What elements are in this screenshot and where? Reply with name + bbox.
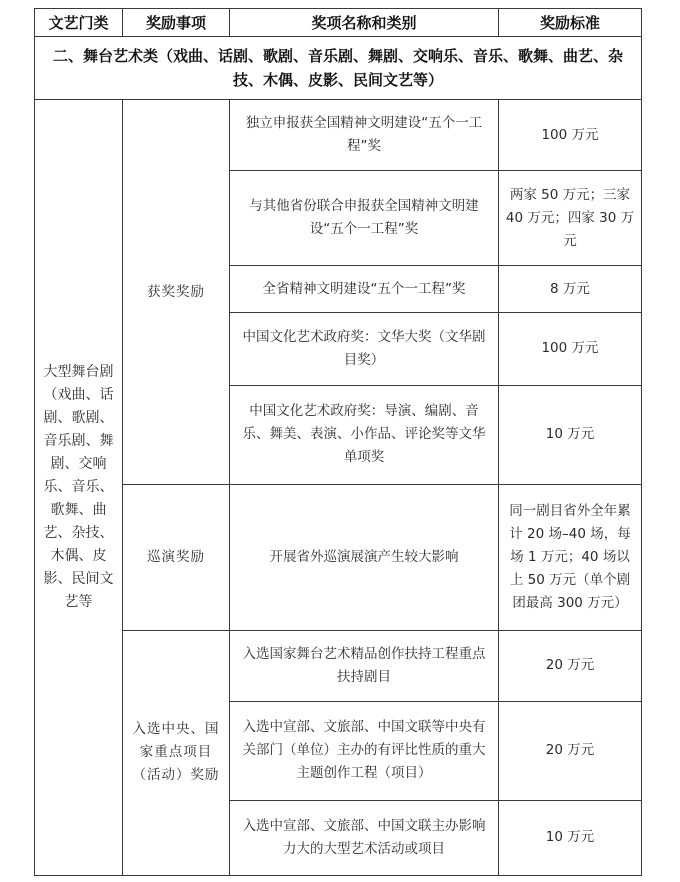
award-standard: 8 万元	[499, 266, 642, 313]
award-name: 开展省外巡演展演产生较大影响	[230, 484, 499, 630]
award-name: 中国文化艺术政府奖：文华大奖（文华剧目奖）	[230, 312, 499, 385]
award-item-tour: 巡演奖励	[123, 484, 230, 630]
table-row	[35, 100, 642, 171]
section-row	[35, 37, 642, 100]
award-item-national: 入选中央、国家重点项目（活动）奖励	[123, 630, 230, 875]
award-standard: 100 万元	[499, 312, 642, 385]
award-standard: 20 万元	[499, 701, 642, 800]
table-row	[35, 630, 642, 701]
award-standard: 10 万元	[499, 800, 642, 875]
award-name: 入选国家舞台艺术精品创作扶持工程重点扶持剧目	[230, 630, 499, 701]
award-item-prize: 获奖奖励	[123, 100, 230, 485]
header-award-item: 奖励事项	[123, 9, 230, 37]
award-name: 与其他省份联合申报获全国精神文明建设“五个一工程”奖	[230, 171, 499, 266]
award-standard: 20 万元	[499, 630, 642, 701]
award-name: 全省精神文明建设“五个一工程”奖	[230, 266, 499, 313]
header-row	[35, 9, 642, 37]
award-name: 独立申报获全国精神文明建设“五个一工程”奖	[230, 100, 499, 171]
header-award-standard: 奖励标准	[499, 9, 642, 37]
header-category: 文艺门类	[35, 9, 123, 37]
award-standard: 100 万元	[499, 100, 642, 171]
award-name: 中国文化艺术政府奖：导演、编剧、音乐、舞美、表演、小作品、评论奖等文华单项奖	[230, 385, 499, 484]
award-standard: 同一剧目省外全年累计 20 场–40 场，每场 1 万元；40 场以上 50 万元（单个剧团最高 300 万元）	[499, 484, 642, 630]
award-standard: 10 万元	[499, 385, 642, 484]
header-award-name: 奖项名称和类别	[230, 9, 499, 37]
award-name: 入选中宣部、文旅部、中国文联主办影响力大的大型艺术活动或项目	[230, 800, 499, 875]
category-cell: 大型舞台剧（戏曲、话剧、歌剧、音乐剧、舞剧、交响乐、音乐、歌舞、曲艺、杂技、木偶、皮影、民间文艺等	[35, 100, 123, 876]
award-standard: 两家 50 万元；三家 40 万元；四家 30 万元	[499, 171, 642, 266]
award-table	[34, 8, 642, 876]
table-row	[35, 484, 642, 630]
award-name: 入选中宣部、文旅部、中国文联等中央有关部门（单位）主办的有评比性质的重大主题创作工程（项目）	[230, 701, 499, 800]
section-title: 二、舞台艺术类（戏曲、话剧、歌剧、音乐剧、舞剧、交响乐、音乐、歌舞、曲艺、杂技、木偶、皮影、民间文艺等）	[35, 37, 642, 100]
